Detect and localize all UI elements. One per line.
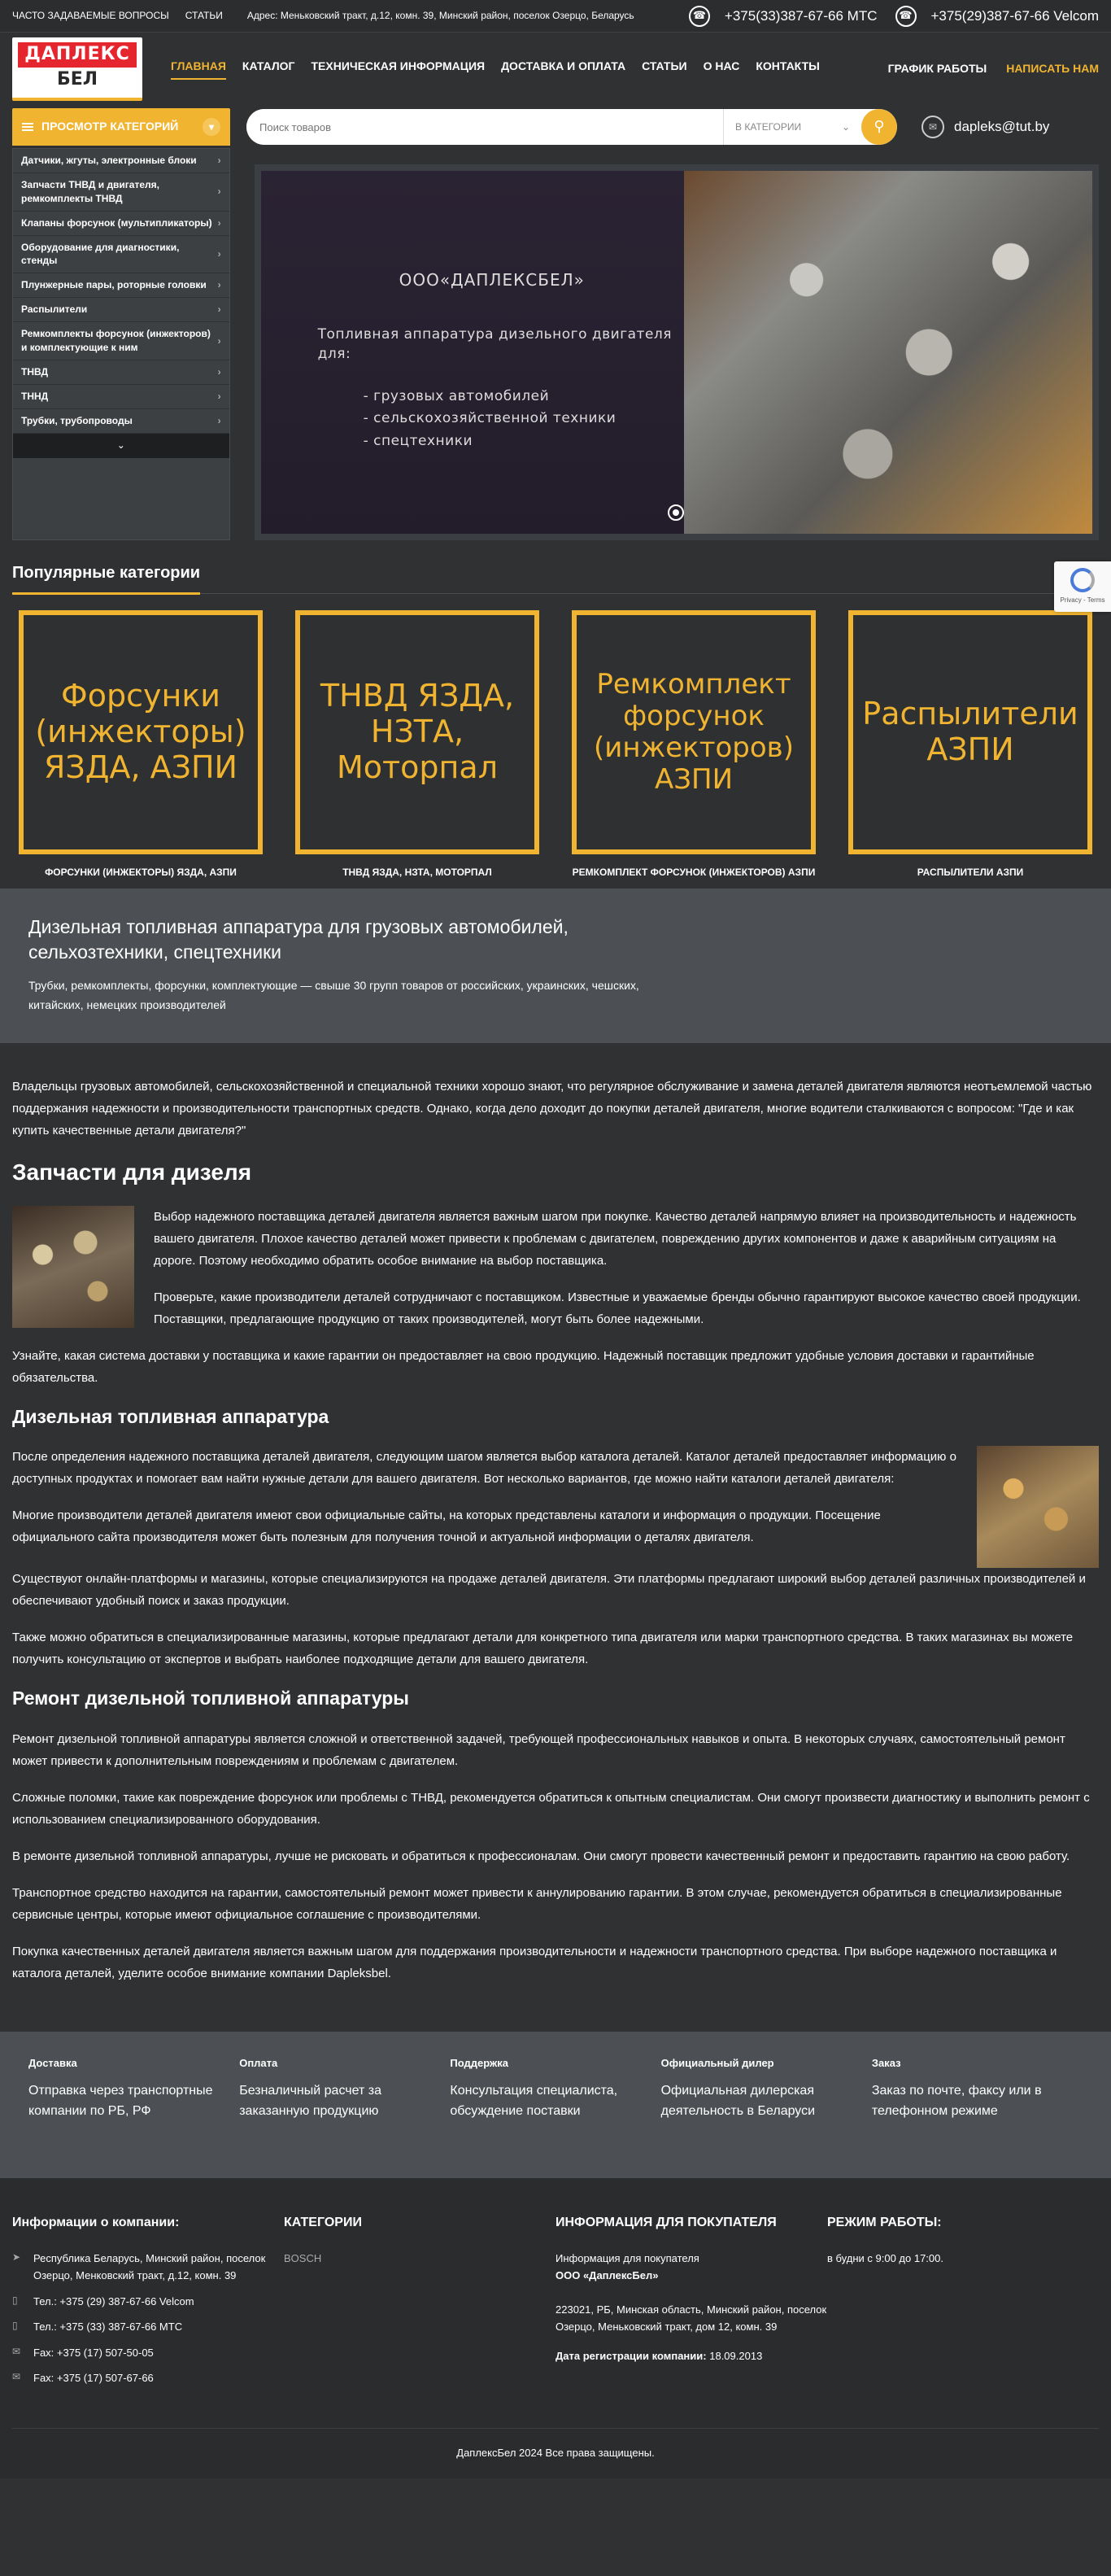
footer-heading: КАТЕГОРИИ bbox=[284, 2215, 362, 2229]
recaptcha-text: Privacy - Terms bbox=[1060, 596, 1105, 605]
category-select[interactable] bbox=[723, 109, 861, 145]
feature-text: Безналичный расчет за заказанную продукцию bbox=[239, 2083, 381, 2119]
category-item[interactable] bbox=[13, 322, 229, 360]
footer-fax: Fax: +375 (17) 507-50-05 bbox=[33, 2346, 154, 2359]
category-item[interactable] bbox=[13, 173, 229, 212]
footer-buyers-company: ООО «ДаплексБел» bbox=[556, 2269, 659, 2282]
category-label: Распылители bbox=[21, 303, 88, 316]
footer-reg-date: 18.09.2013 bbox=[709, 2349, 763, 2362]
article-paragraph: Владельцы грузовых автомобилей, сельскохозяйственной и специальной техники хорошо знают, что регулярное обслуживание и замена деталей двигателя являются неотъемлемой частью поддержания надежности и производительности транспортных средств. Однако, когда дело доходит до покупки деталей двигателя, многие водители сталкиваются с вопросом: "Где и как купить качественные детали двигателя?" bbox=[12, 1080, 1092, 1137]
article-paragraph: Покупка качественных деталей двигателя является важным шагом для поддержания производительности и надежности транспортного средства. При выборе надежного поставщика и каталога деталей, уделите особое внимание компании Dapleksbel. bbox=[12, 1944, 1057, 1980]
category-item[interactable] bbox=[13, 236, 229, 274]
feature-title: Оплата bbox=[239, 2056, 278, 2069]
footer-fax: Fax: +375 (17) 507-67-66 bbox=[33, 2372, 154, 2385]
logo-line1: ДАПЛЕКС bbox=[18, 42, 136, 68]
popular-card-caption: РЕМКОМПЛЕКТ ФОРСУНОК (ИНЖЕКТОРОВ) АЗПИ bbox=[572, 867, 816, 878]
footer-company bbox=[12, 2214, 284, 2395]
category-item[interactable] bbox=[13, 409, 229, 434]
nav-delivery[interactable]: ДОСТАВКА И ОПЛАТА bbox=[501, 59, 626, 73]
phone-icon: ▯ bbox=[12, 2320, 18, 2332]
articles-link[interactable]: СТАТЬИ bbox=[185, 10, 223, 22]
footer-phone[interactable]: Тел.: +375 (33) 387-67-66 МТС bbox=[33, 2321, 183, 2334]
banner-list-item: - грузовых автомобилей bbox=[363, 387, 550, 404]
nav-catalog[interactable]: КАТАЛОГ bbox=[242, 59, 295, 73]
intro-title: Дизельная топливная аппаратура для грузовых автомобилей, сельхозтехники, спецтехники bbox=[28, 916, 569, 963]
schedule-link[interactable]: ГРАФИК РАБОТЫ bbox=[887, 62, 987, 76]
footer-heading: Информации о компании: bbox=[12, 2215, 180, 2229]
footer bbox=[0, 2178, 1111, 2478]
category-item[interactable] bbox=[13, 273, 229, 298]
chevron-right-icon: › bbox=[217, 390, 221, 402]
article-paragraph: После определения надежного поставщика деталей двигателя, следующим шагом является выбор каталога деталей. Каталог деталей предоставляет информацию о доступных продуктах и помогает вам найти нужные детали для вашего двигателя. Вот несколько вариантов, где можно найти каталоги деталей двигателя: bbox=[12, 1450, 956, 1487]
popular-card-image: Форсунки (инжекторы) ЯЗДА, АЗПИ bbox=[19, 610, 263, 854]
article-paragraph: Многие производители деталей двигателя имеют свои официальные сайты, на которых представлены каталоги и информация о продукции. Посещение официального сайта производителя может быть полезным для получения точной и актуальной информации о деталях двигателя. bbox=[12, 1508, 881, 1545]
chevron-right-icon: › bbox=[217, 155, 221, 167]
category-select-label: В КАТЕГОРИИ bbox=[735, 120, 802, 133]
search-icon: ⚲ bbox=[874, 118, 885, 135]
logo-line2: БЕЛ bbox=[56, 69, 98, 90]
article-paragraph: Ремонт дизельной топливной аппаратуры является сложной и ответственной задачей, требующей профессиональных навыков и опыта. В некоторых случаях, самостоятельный ремонт может привести к дополнительным повреждениям и проблемам с двигателем. bbox=[12, 1731, 1065, 1768]
category-label: ТНВД bbox=[21, 365, 49, 378]
popular-card-caption: ТНВД ЯЗДА, НЗТА, МОТОРПАЛ bbox=[342, 867, 492, 878]
article-heading: Дизельная топливная аппаратура bbox=[12, 1406, 329, 1428]
main-nav bbox=[171, 59, 820, 80]
footer-hours-text: в будни с 9:00 до 17:00. bbox=[827, 2251, 943, 2264]
search-input[interactable] bbox=[246, 109, 723, 145]
article-image bbox=[12, 1206, 134, 1328]
logo[interactable] bbox=[12, 37, 142, 101]
category-label: Ремкомплекты форсунок (инжекторов) и комплектующие к ним bbox=[21, 328, 211, 353]
article-paragraph: Существуют онлайн-платформы и магазины, которые специализируются на продаже деталей двигателя. Эти платформы предлагают широкий выбор деталей различных производителей и обеспечивают удобный поиск и заказ продукции. bbox=[12, 1572, 1086, 1609]
category-label: Датчики, жгуты, электронные блоки bbox=[21, 155, 197, 167]
top-bar bbox=[0, 0, 1111, 33]
chevron-right-icon: › bbox=[217, 279, 221, 291]
feature-title: Доставка bbox=[28, 2056, 77, 2069]
popular-card[interactable] bbox=[295, 610, 539, 889]
phone-velcom[interactable] bbox=[895, 6, 1100, 27]
phone-velcom-number: +375(29)387-67-66 Velcom bbox=[930, 7, 1099, 24]
write-us-link[interactable]: НАПИСАТЬ НАМ bbox=[1006, 62, 1099, 76]
banner-list bbox=[364, 387, 684, 452]
chevron-down-icon: ⌄ bbox=[116, 439, 125, 452]
chevron-right-icon: › bbox=[217, 247, 221, 260]
banner-list-item: - сельскохозяйственной техники bbox=[363, 410, 616, 427]
category-label: Плунжерные пары, роторные головки bbox=[21, 279, 207, 291]
footer-category-link[interactable]: BOSCH bbox=[284, 2251, 322, 2264]
faq-link[interactable]: ЧАСТО ЗАДАВАЕМЫЕ ВОПРОСЫ bbox=[12, 10, 169, 22]
search-bar bbox=[246, 109, 897, 145]
search-row bbox=[0, 106, 1111, 148]
chevron-right-icon: › bbox=[217, 216, 221, 229]
feature-title: Заказ bbox=[871, 2056, 901, 2069]
phone-icon: ▯ bbox=[12, 2294, 18, 2306]
popular-card[interactable] bbox=[572, 610, 816, 889]
article-image bbox=[977, 1446, 1099, 1568]
categories-button-label: ПРОСМОТР КАТЕГОРИЙ bbox=[41, 120, 179, 133]
chevron-right-icon: › bbox=[217, 186, 221, 198]
location-icon: ➤ bbox=[12, 2251, 21, 2263]
category-list bbox=[12, 148, 230, 540]
nav-tech-info[interactable]: ТЕХНИЧЕСКАЯ ИНФОРМАЦИЯ bbox=[311, 59, 486, 73]
popular-card[interactable] bbox=[19, 610, 263, 889]
feature-text: Официальная дилерская деятельность в Беларуси bbox=[660, 2083, 816, 2119]
feature-item bbox=[239, 2056, 450, 2178]
category-label: Клапаны форсунок (мультипликаторы) bbox=[21, 216, 212, 229]
intro-text: Трубки, ремкомплекты, форсунки, комплектующие — свыше 30 групп товаров от российских, украинских, чешских, китайских, немецких производителей bbox=[28, 979, 639, 1011]
feature-text: Консультация специалиста, обсуждение поставки bbox=[450, 2083, 618, 2119]
category-item[interactable] bbox=[13, 149, 229, 173]
feature-item bbox=[450, 2056, 660, 2178]
feature-title: Официальный дилер bbox=[660, 2056, 774, 2069]
article-paragraph: Сложные поломки, такие как повреждение форсунок или проблемы с ТНВД, рекомендуется обратиться к опытным специалистам. Они смогут произвести диагностику и выполнить ремонт с использованием специализированного оборудования. bbox=[12, 1790, 1090, 1827]
article-heading: Запчасти для дизеля bbox=[12, 1159, 252, 1185]
chevron-right-icon: › bbox=[217, 303, 221, 316]
category-item[interactable] bbox=[13, 298, 229, 322]
feature-text: Заказ по почте, факсу или в телефонном режиме bbox=[871, 2083, 1042, 2119]
article bbox=[0, 1043, 1111, 2032]
footer-buyers-address: 223021, РБ, Минская область, Минский район, поселок Озерцо, Меньковский тракт, дом 12, комн. 39 bbox=[556, 2303, 827, 2334]
article-paragraph: Выбор надежного поставщика деталей двигателя является важным шагом при покупке. Качество деталей напрямую влияет на производительность и надежность вашего двигателя. Плохое качество деталей может привести к проблемам с двигателем, повреждению других компонентов и даже к аварийным ситуациям на дороге. Поэтому необходимо обратить особое внимание на выбор поставщика. bbox=[154, 1210, 1077, 1268]
category-label: Трубки, трубопроводы bbox=[21, 414, 133, 426]
nav-home[interactable]: ГЛАВНАЯ bbox=[171, 59, 226, 80]
search-button[interactable] bbox=[861, 109, 897, 145]
article-paragraph: Также можно обратиться в специализированные магазины, которые предлагают детали для конкретного типа двигателя или марки транспортного средства. В таких магазинах вы можете получить консультацию от экспертов и выбрать наиболее подходящие детали для вашего двигателя. bbox=[12, 1631, 1074, 1667]
chevron-right-icon: › bbox=[217, 414, 221, 426]
nav-contacts[interactable]: КОНТАКТЫ bbox=[756, 59, 820, 73]
features-band bbox=[0, 2032, 1111, 2178]
feature-title: Поддержка bbox=[450, 2056, 508, 2069]
footer-hours bbox=[827, 2214, 1099, 2395]
footer-categories bbox=[284, 2214, 556, 2395]
fax-icon: ✉ bbox=[12, 2371, 21, 2383]
banner-lead: Топливная аппаратура дизельного двигателя для: bbox=[317, 326, 672, 362]
category-item[interactable] bbox=[13, 360, 229, 385]
address-text: Адрес: Меньковский тракт, д.12, комн. 39, Минский район, поселок Озерцо, Беларусь bbox=[246, 10, 634, 22]
feature-item bbox=[661, 2056, 872, 2178]
footer-heading: РЕЖИМ РАБОТЫ: bbox=[827, 2215, 942, 2229]
chevron-down-icon: ▾ bbox=[203, 118, 220, 136]
popular-card-image: ТНВД ЯЗДА, НЗТА, Моторпал bbox=[295, 610, 539, 854]
phone-mts[interactable] bbox=[689, 6, 878, 27]
article-paragraph: Узнайте, какая система доставки у поставщика и какие гарантии он предоставляет на свою продукцию. Надежный поставщик предложит удобные условия доставки и гарантийные обязательства. bbox=[12, 1349, 1035, 1386]
article-paragraph: Транспортное средство находится на гарантии, самостоятельный ремонт может привести к аннулированию гарантии. В этом случае, рекомендуется обратиться в специализированные сервисные центры, которые имеют официальное соглашение с производителями. bbox=[12, 1885, 1062, 1922]
footer-buyers bbox=[556, 2214, 827, 2395]
copyright: ДаплексБел 2024 Все права защищены. bbox=[12, 2428, 1099, 2478]
recaptcha-badge[interactable] bbox=[1054, 561, 1111, 612]
footer-reg-label: Дата регистрации компании: bbox=[556, 2349, 707, 2362]
chevron-right-icon: › bbox=[217, 365, 221, 378]
nav-about[interactable]: О НАС bbox=[703, 59, 740, 73]
banner-photo bbox=[684, 171, 1092, 534]
popular-card[interactable] bbox=[848, 610, 1092, 889]
chevron-right-icon: › bbox=[217, 334, 221, 347]
show-more-button[interactable] bbox=[13, 434, 229, 458]
footer-heading: ИНФОРМАЦИЯ ДЛЯ ПОКУПАТЕЛЯ bbox=[556, 2215, 777, 2229]
hero-banner[interactable] bbox=[255, 164, 1099, 540]
category-label: ТННД bbox=[21, 390, 49, 402]
feature-item bbox=[872, 2056, 1083, 2178]
feature-item bbox=[28, 2056, 239, 2178]
email-text: dapleks@tut.by bbox=[954, 119, 1050, 135]
email-link[interactable] bbox=[921, 116, 1049, 138]
chevron-down-icon: ⌄ bbox=[841, 120, 850, 133]
categories-button[interactable] bbox=[12, 108, 230, 146]
hero bbox=[0, 148, 1111, 540]
recaptcha-icon bbox=[1070, 568, 1095, 592]
phone-mts-number: +375(33)387-67-66 МТС bbox=[724, 7, 878, 24]
intro-band bbox=[0, 889, 1111, 1043]
article-paragraph: Проверьте, какие производители деталей сотрудничают с поставщиком. Известные и уважаемые бренды обычно гарантируют высокое качество своей продукции. Поставщики, предлагающие продукцию от таких производителей, могут быть более надежными. bbox=[154, 1290, 1081, 1327]
footer-phone[interactable]: Тел.: +375 (29) 387-67-66 Velcom bbox=[33, 2294, 194, 2307]
phone-icon: ☎ bbox=[689, 6, 710, 27]
banner-text bbox=[261, 171, 684, 534]
popular-card-image: Ремкомплект форсунок (инжекторов) АЗПИ bbox=[572, 610, 816, 854]
banner-company: ООО«ДАПЛЕКСБЕЛ» bbox=[399, 270, 585, 290]
feature-text: Отправка через транспортные компании по РБ, РФ bbox=[28, 2083, 213, 2119]
popular-title: Популярные категории bbox=[12, 561, 200, 595]
phone-icon: ☎ bbox=[895, 6, 917, 27]
popular-categories bbox=[0, 540, 1111, 889]
slider-dot[interactable] bbox=[668, 504, 684, 521]
category-label: Оборудование для диагностики, стенды bbox=[21, 241, 180, 267]
article-paragraph: В ремонте дизельной топливной аппаратуры, лучше не рисковать и обратиться к профессионалам. Они смогут провести качественный ремонт и предоставить гарантию на свою работу. bbox=[12, 1849, 1070, 1863]
fax-icon: ✉ bbox=[12, 2345, 21, 2357]
menu-icon bbox=[22, 123, 33, 131]
header bbox=[0, 33, 1111, 106]
category-label: Запчасти ТНВД и двигателя, ремкомплекты ТНВД bbox=[21, 179, 159, 204]
banner-list-item: - спецтехники bbox=[363, 433, 473, 450]
category-item[interactable] bbox=[13, 212, 229, 236]
category-item[interactable] bbox=[13, 385, 229, 409]
nav-articles[interactable]: СТАТЬИ bbox=[642, 59, 687, 73]
popular-card-caption: ФОРСУНКИ (ИНЖЕКТОРЫ) ЯЗДА, АЗПИ bbox=[45, 867, 237, 878]
article-heading: Ремонт дизельной топливной аппаратуры bbox=[12, 1687, 409, 1709]
footer-buyers-label: Информация для покупателя bbox=[556, 2251, 699, 2264]
footer-address: Республика Беларусь, Минский район, поселок Озерцо, Менковский тракт, д.12, комн. 39 bbox=[33, 2251, 266, 2282]
popular-card-caption: РАСПЫЛИТЕЛИ АЗПИ bbox=[917, 867, 1024, 878]
mail-icon: ✉ bbox=[921, 116, 944, 138]
popular-card-image: Распылители АЗПИ bbox=[848, 610, 1092, 854]
